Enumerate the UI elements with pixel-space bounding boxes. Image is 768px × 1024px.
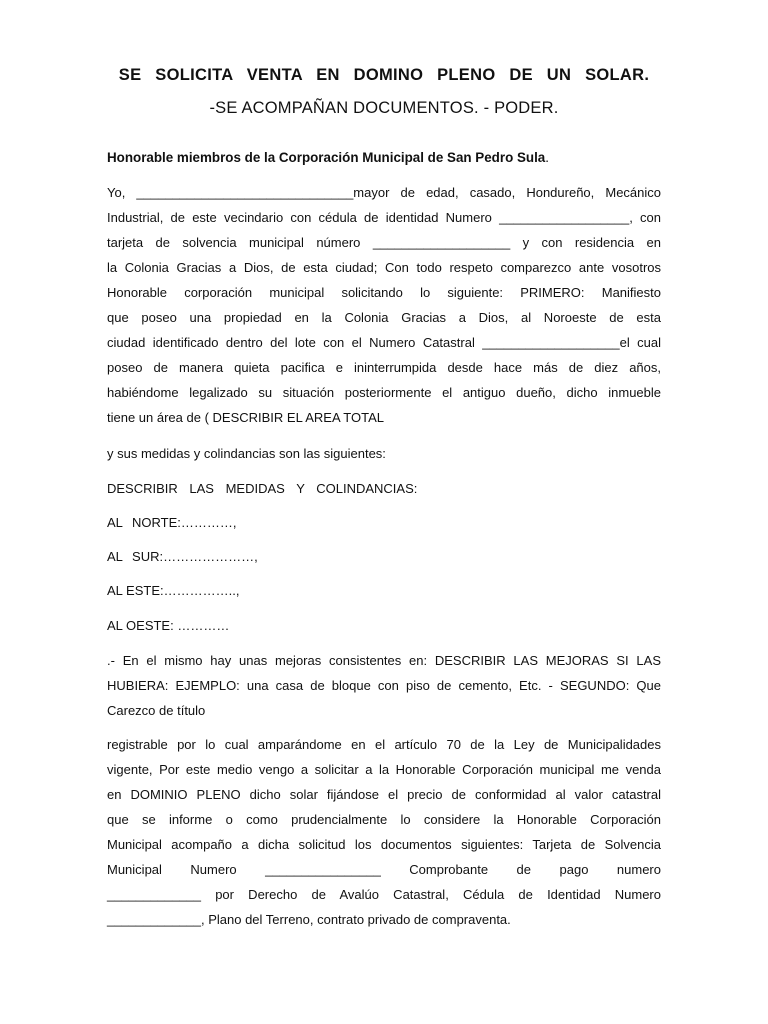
paragraph-1-line: Yo, ______________________________mayor de edad, casado, Hondureño, Mecánico <box>107 185 661 200</box>
paragraph-3-line: _____________, Plano del Terreno, contrato privado de compraventa. <box>107 912 511 927</box>
describir-medidas-line: DESCRIBIR LAS MEDIDAS Y COLINDANCIAS: <box>107 481 418 496</box>
paragraph-3-line: en DOMINIO PLENO dicho solar fijándose el precio de conformidad al valor catastral <box>107 787 661 802</box>
paragraph-1 <box>107 180 661 430</box>
colindancia-norte: AL NORTE:…………, <box>107 515 237 530</box>
colindancia-este: AL ESTE:…………….., <box>107 583 240 598</box>
paragraph-1-line: tiene un área de ( DESCRIBIR EL AREA TOTAL <box>107 410 384 425</box>
paragraph-1-line: Industrial, de este vecindario con cédula de identidad Numero __________________, con <box>107 210 661 225</box>
paragraph-1-line: que poseo una propiedad en la Colonia Gracias a Dios, al Noroeste de esta <box>107 310 661 325</box>
colindancia-sur: AL SUR:…………………, <box>107 549 258 564</box>
medidas-line: y sus medidas y colindancias son las siguientes: <box>107 446 386 461</box>
paragraph-3-line: vigente, Por este medio vengo a solicitar a la Honorable Corporación municipal me venda <box>107 762 661 777</box>
paragraph-3-line: Municipal acompaño a dicha solicitud los documentos siguientes: Tarjeta de Solvencia <box>107 837 661 852</box>
paragraph-1-line: la Colonia Gracias a Dios, de esta ciudad; Con todo respeto comparezco ante vosotros <box>107 260 661 275</box>
document-subtitle: -SE ACOMPAÑAN DOCUMENTOS. - PODER. <box>209 99 559 117</box>
paragraph-3-line: Municipal Numero ________________ Comprobante de pago numero <box>107 862 661 877</box>
greeting-bold: Honorable miembros de la Corporación Municipal de San Pedro Sula <box>107 150 546 165</box>
paragraph-1-line: poseo de manera quieta pacifica e ininterrumpida desde hace más de diez años, <box>107 360 661 375</box>
greeting-tail: . <box>545 150 549 165</box>
paragraph-1-line: ciudad identificado dentro del lote con el Numero Catastral ___________________el cual <box>107 335 661 350</box>
paragraph-1-line: habiéndome legalizado su situación posteriormente el antiguo dueño, dicho inmueble <box>107 385 661 400</box>
paragraph-2-line: .- En el mismo hay unas mejoras consistentes en: DESCRIBIR LAS MEJORAS SI LAS <box>107 653 661 668</box>
paragraph-2-line: Carezco de título <box>107 703 206 718</box>
paragraph-2 <box>107 648 661 723</box>
document-title: SE SOLICITA VENTA EN DOMINO PLENO DE UN SOLAR. <box>118 66 650 84</box>
paragraph-2-line: HUBIERA: EJEMPLO: una casa de bloque con piso de cemento, Etc. - SEGUNDO: Que <box>107 678 661 693</box>
paragraph-3-line: registrable por lo cual amparándome en el artículo 70 de la Ley de Municipalidades <box>107 737 661 752</box>
greeting <box>107 150 549 165</box>
paragraph-1-line: Honorable corporación municipal solicitando lo siguiente: PRIMERO: Manifiesto <box>107 285 661 300</box>
paragraph-3-line: _____________ por Derecho de Avalúo Catastral, Cédula de Identidad Numero <box>107 887 661 902</box>
paragraph-3 <box>107 732 661 932</box>
paragraph-3-line: que se informe o como prudencialmente lo considere la Honorable Corporación <box>107 812 661 827</box>
colindancia-oeste: AL OESTE: ………… <box>107 618 230 633</box>
paragraph-1-line: tarjeta de solvencia municipal número ___________________ y con residencia en <box>107 235 661 250</box>
